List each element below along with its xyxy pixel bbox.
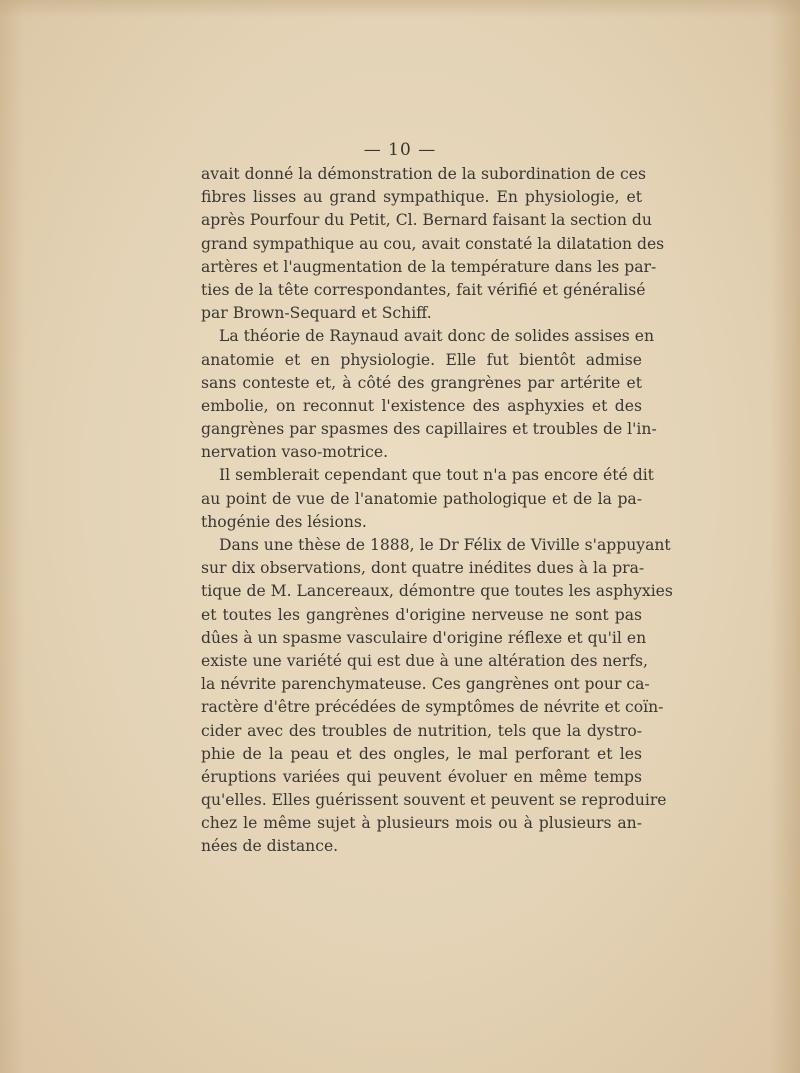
text-line: dûes à un spasme vasculaire d'origine réflexe et qu'il en xyxy=(201,628,647,647)
text-line: après Pourfour du Petit, Cl. Bernard faisant la section du xyxy=(201,211,652,230)
text-line: avait donné la démonstration de la subordination de ces xyxy=(201,165,646,183)
text-line: anatomie et en physiologie. Elle fut bientôt admise xyxy=(201,350,642,369)
text-line: et toutes les gangrènes d'origine nerveuse ne sont pas xyxy=(201,605,642,624)
text-line: qu'elles. Elles guérissent souvent et peuvent se reproduire xyxy=(201,791,667,810)
text-line: ractère d'être précédées de symptômes de névrite et coïn- xyxy=(201,698,664,717)
text-line: tique de M. Lancereaux, démontre que toutes les asphyxies xyxy=(201,582,673,601)
text-line: Il semblerait cependant que tout n'a pas encore été dit xyxy=(219,466,654,485)
text-line: sans conteste et, à côté des grangrènes par artérite et xyxy=(201,373,642,392)
text-line: gangrènes par spasmes des capillaires et troubles de l'in- xyxy=(201,420,657,439)
page-edge-shadow-right xyxy=(770,0,800,1073)
text-line: artères et l'augmentation de la température dans les par- xyxy=(201,257,657,276)
text-line: chez le même sujet à plusieurs mois ou à plusieurs an- xyxy=(201,814,642,833)
text-line: sur dix observations, dont quatre inédites dues à la pra- xyxy=(201,559,645,578)
text-line: Dans une thèse de 1888, le Dr Félix de Viville s'appuyant xyxy=(219,536,671,554)
body-text xyxy=(201,163,673,859)
text-line: la névrite parenchymateuse. Ces gangrènes ont pour ca- xyxy=(201,675,650,694)
text-line: thogénie des lésions. xyxy=(201,512,367,531)
text-line: nées de distance. xyxy=(201,837,339,856)
page-edge-shadow-left xyxy=(0,0,24,1073)
page-edge-shadow-top xyxy=(0,0,800,18)
page-number: — 10 — xyxy=(363,140,437,160)
text-line: La théorie de Raynaud avait donc de solides assises en xyxy=(219,327,655,346)
text-line: éruptions variées qui peuvent évoluer en même temps xyxy=(201,767,642,786)
text-line: phie de la peau et des ongles, le mal perforant et les xyxy=(201,744,642,763)
text-line: fibres lisses au grand sympathique. En physiologie, et xyxy=(201,188,642,207)
text-line: nervation vaso-motrice. xyxy=(201,443,389,462)
text-line: au point de vue de l'anatomie pathologique et de la pa- xyxy=(201,489,642,508)
text-line: par Brown-Sequard et Schiff. xyxy=(201,304,432,323)
text-line: grand sympathique au cou, avait constaté la dilatation des xyxy=(201,234,665,253)
text-line: existe une variété qui est due à une altération des nerfs, xyxy=(201,651,648,670)
text-line: embolie, on reconnut l'existence des asphyxies et des xyxy=(201,396,642,415)
text-line: cider avec des troubles de nutrition, tels que la dystro- xyxy=(201,721,642,740)
text-line: ties de la tête correspondantes, fait vérifié et généralisé xyxy=(201,280,646,299)
